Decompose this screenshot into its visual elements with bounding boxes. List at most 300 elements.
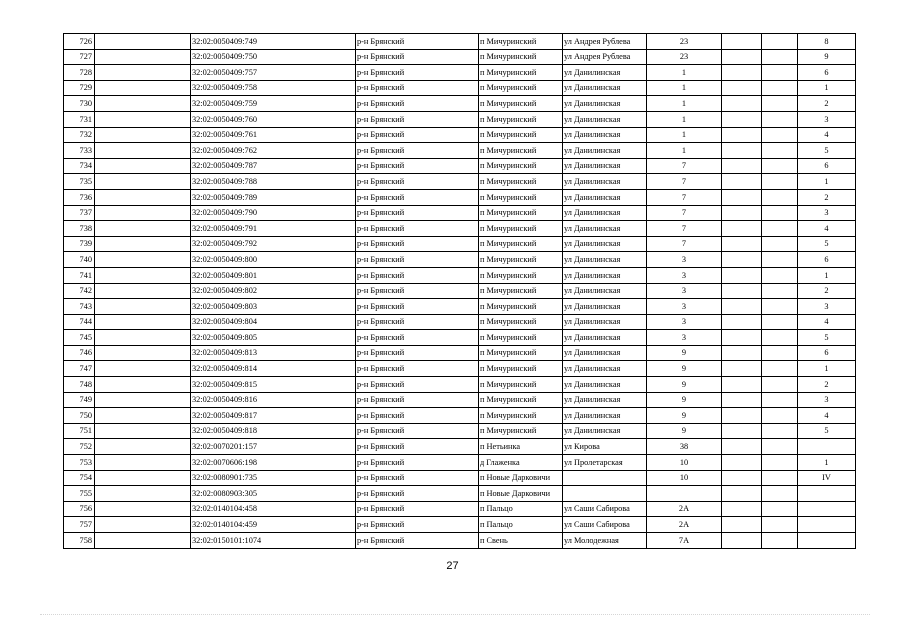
cadastral-number-cell: 32:02:0050409:749 — [191, 34, 356, 50]
room-cell — [798, 486, 856, 502]
district-cell: р-н Брянский — [356, 34, 479, 50]
room-cell: 6 — [798, 158, 856, 174]
apartment-cell — [762, 189, 798, 205]
cadastral-number-cell: 32:02:0050409:814 — [191, 361, 356, 377]
room-cell: 2 — [798, 189, 856, 205]
blank-cell — [95, 205, 191, 221]
district-cell: р-н Брянский — [356, 267, 479, 283]
cadastral-number-cell: 32:02:0050409:750 — [191, 49, 356, 65]
house-number-cell: 3 — [647, 314, 722, 330]
blank-cell — [95, 158, 191, 174]
building-cell — [722, 111, 762, 127]
cadastral-registry-table — [63, 33, 856, 549]
room-cell: 1 — [798, 80, 856, 96]
blank-cell — [95, 517, 191, 533]
row-number-cell: 735 — [64, 174, 95, 190]
building-cell — [722, 221, 762, 237]
room-cell: 3 — [798, 299, 856, 315]
house-number-cell: 3 — [647, 252, 722, 268]
table-row — [64, 361, 856, 377]
district-cell: р-н Брянский — [356, 345, 479, 361]
apartment-cell — [762, 221, 798, 237]
apartment-cell — [762, 127, 798, 143]
street-cell: ул Данилинская — [563, 158, 647, 174]
building-cell — [722, 205, 762, 221]
cadastral-number-cell: 32:02:0070606:198 — [191, 455, 356, 471]
district-cell: р-н Брянский — [356, 439, 479, 455]
row-number-cell: 732 — [64, 127, 95, 143]
house-number-cell: 1 — [647, 96, 722, 112]
street-cell — [563, 486, 647, 502]
district-cell: р-н Брянский — [356, 377, 479, 393]
district-cell: р-н Брянский — [356, 517, 479, 533]
building-cell — [722, 533, 762, 549]
table-row — [64, 96, 856, 112]
building-cell — [722, 517, 762, 533]
room-cell: 5 — [798, 143, 856, 159]
street-cell: ул Пролетарская — [563, 455, 647, 471]
room-cell: 1 — [798, 455, 856, 471]
blank-cell — [95, 501, 191, 517]
locality-cell: п Мичуринский — [479, 314, 563, 330]
cadastral-number-cell: 32:02:0050409:804 — [191, 314, 356, 330]
blank-cell — [95, 283, 191, 299]
cadastral-number-cell: 32:02:0050409:762 — [191, 143, 356, 159]
table-row — [64, 221, 856, 237]
row-number-cell: 750 — [64, 408, 95, 424]
street-cell: ул Данилинская — [563, 408, 647, 424]
row-number-cell: 746 — [64, 345, 95, 361]
cadastral-number-cell: 32:02:0050409:816 — [191, 392, 356, 408]
building-cell — [722, 377, 762, 393]
building-cell — [722, 423, 762, 439]
scan-artifact-line — [40, 614, 870, 621]
district-cell: р-н Брянский — [356, 221, 479, 237]
locality-cell: п Нетьинка — [479, 439, 563, 455]
blank-cell — [95, 533, 191, 549]
table-row — [64, 299, 856, 315]
locality-cell: п Мичуринский — [479, 174, 563, 190]
cadastral-number-cell: 32:02:0050409:817 — [191, 408, 356, 424]
room-cell: 4 — [798, 127, 856, 143]
locality-cell: п Мичуринский — [479, 236, 563, 252]
table-body — [64, 34, 856, 549]
street-cell: ул Данилинская — [563, 392, 647, 408]
street-cell: ул Андрея Рублева — [563, 49, 647, 65]
locality-cell: п Мичуринский — [479, 252, 563, 268]
room-cell: 1 — [798, 361, 856, 377]
district-cell: р-н Брянский — [356, 283, 479, 299]
cadastral-number-cell: 32:02:0050409:791 — [191, 221, 356, 237]
locality-cell: п Мичуринский — [479, 49, 563, 65]
apartment-cell — [762, 236, 798, 252]
building-cell — [722, 361, 762, 377]
apartment-cell — [762, 423, 798, 439]
street-cell: ул Данилинская — [563, 111, 647, 127]
house-number-cell: 9 — [647, 361, 722, 377]
apartment-cell — [762, 501, 798, 517]
blank-cell — [95, 423, 191, 439]
building-cell — [722, 267, 762, 283]
row-number-cell: 745 — [64, 330, 95, 346]
table-row — [64, 80, 856, 96]
room-cell: 4 — [798, 221, 856, 237]
blank-cell — [95, 330, 191, 346]
district-cell: р-н Брянский — [356, 423, 479, 439]
street-cell: ул Данилинская — [563, 236, 647, 252]
table-row — [64, 408, 856, 424]
locality-cell: п Пальцо — [479, 501, 563, 517]
cadastral-number-cell: 32:02:0140104:458 — [191, 501, 356, 517]
blank-cell — [95, 314, 191, 330]
blank-cell — [95, 127, 191, 143]
blank-cell — [95, 267, 191, 283]
building-cell — [722, 455, 762, 471]
locality-cell: п Пальцо — [479, 517, 563, 533]
blank-cell — [95, 80, 191, 96]
room-cell: 6 — [798, 65, 856, 81]
row-number-cell: 754 — [64, 470, 95, 486]
district-cell: р-н Брянский — [356, 486, 479, 502]
district-cell: р-н Брянский — [356, 158, 479, 174]
blank-cell — [95, 96, 191, 112]
table-row — [64, 377, 856, 393]
room-cell — [798, 439, 856, 455]
room-cell: 2 — [798, 96, 856, 112]
house-number-cell: 10 — [647, 455, 722, 471]
district-cell: р-н Брянский — [356, 111, 479, 127]
locality-cell: п Мичуринский — [479, 283, 563, 299]
building-cell — [722, 501, 762, 517]
registry-sheet — [63, 33, 856, 549]
room-cell: 2 — [798, 377, 856, 393]
row-number-cell: 752 — [64, 439, 95, 455]
table-row — [64, 34, 856, 50]
house-number-cell: 7 — [647, 189, 722, 205]
street-cell: ул Данилинская — [563, 221, 647, 237]
district-cell: р-н Брянский — [356, 205, 479, 221]
apartment-cell — [762, 455, 798, 471]
locality-cell: п Мичуринский — [479, 34, 563, 50]
district-cell: р-н Брянский — [356, 299, 479, 315]
house-number-cell: 1 — [647, 127, 722, 143]
district-cell: р-н Брянский — [356, 143, 479, 159]
table-row — [64, 283, 856, 299]
district-cell: р-н Брянский — [356, 361, 479, 377]
locality-cell: п Мичуринский — [479, 65, 563, 81]
apartment-cell — [762, 361, 798, 377]
street-cell: ул Андрея Рублева — [563, 34, 647, 50]
locality-cell: п Мичуринский — [479, 392, 563, 408]
table-row — [64, 470, 856, 486]
street-cell: ул Саши Сабирова — [563, 517, 647, 533]
row-number-cell: 726 — [64, 34, 95, 50]
house-number-cell: 10 — [647, 470, 722, 486]
row-number-cell: 736 — [64, 189, 95, 205]
cadastral-number-cell: 32:02:0050409:787 — [191, 158, 356, 174]
street-cell: ул Данилинская — [563, 330, 647, 346]
table-row — [64, 533, 856, 549]
street-cell: ул Данилинская — [563, 361, 647, 377]
room-cell: 6 — [798, 252, 856, 268]
cadastral-number-cell: 32:02:0140104:459 — [191, 517, 356, 533]
street-cell: ул Данилинская — [563, 65, 647, 81]
room-cell — [798, 501, 856, 517]
row-number-cell: 744 — [64, 314, 95, 330]
table-row — [64, 205, 856, 221]
table-row — [64, 111, 856, 127]
row-number-cell: 749 — [64, 392, 95, 408]
row-number-cell: 740 — [64, 252, 95, 268]
locality-cell: п Мичуринский — [479, 96, 563, 112]
street-cell: ул Молодежная — [563, 533, 647, 549]
street-cell: ул Данилинская — [563, 189, 647, 205]
street-cell: ул Данилинская — [563, 423, 647, 439]
building-cell — [722, 174, 762, 190]
table-row — [64, 423, 856, 439]
table-row — [64, 236, 856, 252]
apartment-cell — [762, 267, 798, 283]
street-cell: ул Данилинская — [563, 345, 647, 361]
house-number-cell: 7А — [647, 533, 722, 549]
cadastral-number-cell: 32:02:0050409:790 — [191, 205, 356, 221]
house-number-cell: 7 — [647, 236, 722, 252]
district-cell: р-н Брянский — [356, 501, 479, 517]
cadastral-number-cell: 32:02:0050409:789 — [191, 189, 356, 205]
room-cell: 5 — [798, 236, 856, 252]
cadastral-number-cell: 32:02:0080903:305 — [191, 486, 356, 502]
locality-cell: п Мичуринский — [479, 221, 563, 237]
row-number-cell: 734 — [64, 158, 95, 174]
cadastral-number-cell: 32:02:0050409:759 — [191, 96, 356, 112]
street-cell: ул Данилинская — [563, 267, 647, 283]
district-cell: р-н Брянский — [356, 174, 479, 190]
apartment-cell — [762, 65, 798, 81]
apartment-cell — [762, 314, 798, 330]
apartment-cell — [762, 252, 798, 268]
locality-cell: п Мичуринский — [479, 127, 563, 143]
room-cell: 5 — [798, 330, 856, 346]
locality-cell: п Мичуринский — [479, 330, 563, 346]
room-cell: IV — [798, 470, 856, 486]
table-row — [64, 439, 856, 455]
house-number-cell: 38 — [647, 439, 722, 455]
house-number-cell: 7 — [647, 205, 722, 221]
row-number-cell: 739 — [64, 236, 95, 252]
room-cell: 3 — [798, 392, 856, 408]
row-number-cell: 751 — [64, 423, 95, 439]
blank-cell — [95, 111, 191, 127]
blank-cell — [95, 486, 191, 502]
blank-cell — [95, 143, 191, 159]
locality-cell: п Мичуринский — [479, 158, 563, 174]
street-cell: ул Кирова — [563, 439, 647, 455]
apartment-cell — [762, 517, 798, 533]
locality-cell: п Мичуринский — [479, 361, 563, 377]
locality-cell: п Мичуринский — [479, 267, 563, 283]
cadastral-number-cell: 32:02:0050409:758 — [191, 80, 356, 96]
table-row — [64, 517, 856, 533]
apartment-cell — [762, 283, 798, 299]
locality-cell: п Мичуринский — [479, 80, 563, 96]
district-cell: р-н Брянский — [356, 392, 479, 408]
district-cell: р-н Брянский — [356, 127, 479, 143]
house-number-cell: 7 — [647, 221, 722, 237]
district-cell: р-н Брянский — [356, 533, 479, 549]
room-cell: 1 — [798, 267, 856, 283]
district-cell: р-н Брянский — [356, 455, 479, 471]
table-row — [64, 314, 856, 330]
house-number-cell: 1 — [647, 111, 722, 127]
building-cell — [722, 299, 762, 315]
locality-cell: п Новые Дарковичи — [479, 470, 563, 486]
blank-cell — [95, 392, 191, 408]
street-cell: ул Данилинская — [563, 299, 647, 315]
building-cell — [722, 345, 762, 361]
row-number-cell: 737 — [64, 205, 95, 221]
row-number-cell: 753 — [64, 455, 95, 471]
cadastral-number-cell: 32:02:0050409:818 — [191, 423, 356, 439]
building-cell — [722, 252, 762, 268]
row-number-cell: 757 — [64, 517, 95, 533]
street-cell: ул Данилинская — [563, 283, 647, 299]
cadastral-number-cell: 32:02:0050409:800 — [191, 252, 356, 268]
table-row — [64, 455, 856, 471]
apartment-cell — [762, 158, 798, 174]
apartment-cell — [762, 205, 798, 221]
district-cell: р-н Брянский — [356, 252, 479, 268]
row-number-cell: 747 — [64, 361, 95, 377]
district-cell: р-н Брянский — [356, 65, 479, 81]
locality-cell: п Мичуринский — [479, 299, 563, 315]
blank-cell — [95, 221, 191, 237]
building-cell — [722, 283, 762, 299]
table-row — [64, 65, 856, 81]
house-number-cell: 7 — [647, 174, 722, 190]
street-cell: ул Саши Сабирова — [563, 501, 647, 517]
cadastral-number-cell: 32:02:0050409:792 — [191, 236, 356, 252]
district-cell: р-н Брянский — [356, 80, 479, 96]
cadastral-number-cell: 32:02:0050409:801 — [191, 267, 356, 283]
building-cell — [722, 439, 762, 455]
room-cell: 8 — [798, 34, 856, 50]
house-number-cell: 7 — [647, 158, 722, 174]
room-cell: 2 — [798, 283, 856, 299]
apartment-cell — [762, 486, 798, 502]
blank-cell — [95, 174, 191, 190]
cadastral-number-cell: 32:02:0080901:735 — [191, 470, 356, 486]
street-cell: ул Данилинская — [563, 314, 647, 330]
building-cell — [722, 158, 762, 174]
room-cell — [798, 517, 856, 533]
blank-cell — [95, 408, 191, 424]
building-cell — [722, 486, 762, 502]
locality-cell: д Глаженка — [479, 455, 563, 471]
table-row — [64, 330, 856, 346]
table-row — [64, 158, 856, 174]
district-cell: р-н Брянский — [356, 236, 479, 252]
cadastral-number-cell: 32:02:0050409:761 — [191, 127, 356, 143]
table-row — [64, 501, 856, 517]
cadastral-number-cell: 32:02:0050409:802 — [191, 283, 356, 299]
table-row — [64, 143, 856, 159]
building-cell — [722, 408, 762, 424]
room-cell: 3 — [798, 111, 856, 127]
cadastral-number-cell: 32:02:0050409:803 — [191, 299, 356, 315]
house-number-cell: 3 — [647, 299, 722, 315]
apartment-cell — [762, 49, 798, 65]
locality-cell: п Новые Дарковичи — [479, 486, 563, 502]
house-number-cell: 23 — [647, 34, 722, 50]
room-cell: 4 — [798, 408, 856, 424]
street-cell: ул Данилинская — [563, 205, 647, 221]
building-cell — [722, 65, 762, 81]
street-cell: ул Данилинская — [563, 174, 647, 190]
building-cell — [722, 314, 762, 330]
table-row — [64, 252, 856, 268]
house-number-cell: 9 — [647, 345, 722, 361]
row-number-cell: 756 — [64, 501, 95, 517]
row-number-cell: 730 — [64, 96, 95, 112]
blank-cell — [95, 439, 191, 455]
district-cell: р-н Брянский — [356, 189, 479, 205]
apartment-cell — [762, 533, 798, 549]
cadastral-number-cell: 32:02:0050409:813 — [191, 345, 356, 361]
apartment-cell — [762, 111, 798, 127]
apartment-cell — [762, 174, 798, 190]
locality-cell: п Мичуринский — [479, 345, 563, 361]
locality-cell: п Мичуринский — [479, 189, 563, 205]
house-number-cell: 9 — [647, 423, 722, 439]
blank-cell — [95, 252, 191, 268]
building-cell — [722, 49, 762, 65]
table-row — [64, 267, 856, 283]
blank-cell — [95, 345, 191, 361]
street-cell: ул Данилинская — [563, 80, 647, 96]
building-cell — [722, 80, 762, 96]
apartment-cell — [762, 96, 798, 112]
row-number-cell: 741 — [64, 267, 95, 283]
district-cell: р-н Брянский — [356, 330, 479, 346]
room-cell — [798, 533, 856, 549]
room-cell: 3 — [798, 205, 856, 221]
house-number-cell: 9 — [647, 408, 722, 424]
row-number-cell: 758 — [64, 533, 95, 549]
row-number-cell: 729 — [64, 80, 95, 96]
blank-cell — [95, 236, 191, 252]
cadastral-number-cell: 32:02:0050409:757 — [191, 65, 356, 81]
row-number-cell: 733 — [64, 143, 95, 159]
apartment-cell — [762, 345, 798, 361]
district-cell: р-н Брянский — [356, 314, 479, 330]
building-cell — [722, 96, 762, 112]
room-cell: 6 — [798, 345, 856, 361]
row-number-cell: 738 — [64, 221, 95, 237]
locality-cell: п Мичуринский — [479, 423, 563, 439]
street-cell: ул Данилинская — [563, 127, 647, 143]
house-number-cell: 1 — [647, 143, 722, 159]
district-cell: р-н Брянский — [356, 408, 479, 424]
house-number-cell: 3 — [647, 267, 722, 283]
room-cell: 1 — [798, 174, 856, 190]
table-row — [64, 392, 856, 408]
blank-cell — [95, 455, 191, 471]
blank-cell — [95, 189, 191, 205]
row-number-cell: 743 — [64, 299, 95, 315]
house-number-cell: 3 — [647, 330, 722, 346]
apartment-cell — [762, 299, 798, 315]
street-cell — [563, 470, 647, 486]
